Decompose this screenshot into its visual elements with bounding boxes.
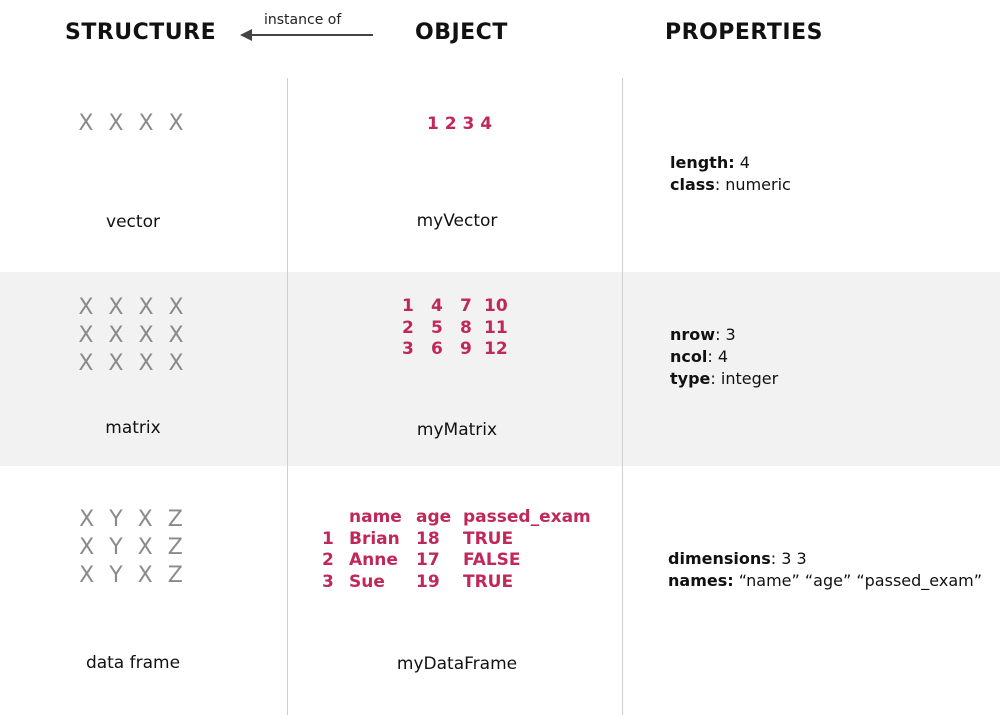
dataframe-cell: 1 xyxy=(322,528,334,549)
property-length xyxy=(670,152,791,174)
dataframe-cell: TRUE xyxy=(463,571,514,592)
object-label-mydataframe: myDataFrame xyxy=(396,654,518,674)
property-value: : 3 3 xyxy=(770,549,807,568)
property-key: type xyxy=(670,369,711,388)
dataframe-cell: Sue xyxy=(349,571,385,592)
property-ncol xyxy=(670,346,778,368)
header-object: OBJECT xyxy=(415,20,508,45)
property-names xyxy=(668,570,982,592)
instance-of-arrow xyxy=(240,10,375,50)
dataframe-cell: TRUE xyxy=(463,528,514,549)
glyph-line: X X X X xyxy=(78,323,188,348)
matrix-cell: 2 xyxy=(402,317,414,338)
matrix-row xyxy=(402,296,508,318)
dataframe-structure-glyphs xyxy=(33,506,233,590)
left-arrow-icon xyxy=(240,26,375,46)
dataframe-cell: 3 xyxy=(322,571,334,592)
matrix-cell: 5 xyxy=(431,317,443,338)
property-value: : numeric xyxy=(714,175,791,194)
matrix-cell: 4 xyxy=(431,296,443,316)
matrix-cell: 1 xyxy=(402,296,414,316)
matrix-values xyxy=(402,296,508,361)
dataframe-column-header: age xyxy=(416,507,452,527)
glyph-line: X X X X xyxy=(78,295,188,320)
dataframe-row xyxy=(322,550,591,572)
matrix-cell: 12 xyxy=(484,339,508,359)
matrix-cell: 11 xyxy=(484,317,508,338)
glyph-line: X Y X Z xyxy=(79,507,187,532)
dataframe-cell: 17 xyxy=(416,550,440,570)
dataframe-properties xyxy=(668,548,982,592)
matrix-properties xyxy=(670,324,778,390)
matrix-row xyxy=(402,318,508,340)
header-structure: STRUCTURE xyxy=(65,20,217,45)
glyph-line: X X X X xyxy=(78,351,188,376)
property-key: ncol xyxy=(670,347,708,366)
row-vector-band xyxy=(0,80,1000,272)
property-key: nrow xyxy=(670,325,716,344)
glyph-line: X X X X xyxy=(78,111,188,136)
dataframe-values xyxy=(322,507,591,593)
structure-label-matrix: matrix xyxy=(105,418,161,438)
matrix-structure-glyphs xyxy=(33,294,233,378)
property-value: “name” “age” “passed_exam” xyxy=(733,571,982,590)
dataframe-index-header xyxy=(322,507,349,529)
column-divider-right xyxy=(622,78,623,715)
dataframe-row xyxy=(322,529,591,551)
property-dimensions xyxy=(668,548,982,570)
matrix-cell: 9 xyxy=(460,339,472,359)
dataframe-column-header: passed_exam xyxy=(463,507,591,527)
property-value: : 3 xyxy=(715,325,736,344)
matrix-cell: 7 xyxy=(460,296,472,316)
dataframe-cell: Anne xyxy=(349,550,398,570)
property-type xyxy=(670,368,778,390)
dataframe-column-header: name xyxy=(349,507,402,527)
dataframe-cell: Brian xyxy=(349,528,400,549)
dataframe-cell: 2 xyxy=(322,550,334,570)
matrix-cell: 6 xyxy=(431,339,443,359)
structure-label-vector: vector xyxy=(106,212,160,232)
structure-label-data-frame: data frame xyxy=(85,653,181,673)
property-nrow xyxy=(670,324,778,346)
property-value: : integer xyxy=(710,369,779,388)
property-key: names: xyxy=(668,571,734,590)
dataframe-cell: FALSE xyxy=(463,550,521,570)
glyph-line: X Y X Z xyxy=(79,563,187,588)
object-label-myvector: myVector xyxy=(416,211,498,231)
property-class xyxy=(670,174,791,196)
dataframe-cell: 18 xyxy=(416,528,440,549)
vector-structure-glyphs xyxy=(33,110,233,138)
matrix-cell: 8 xyxy=(460,317,472,338)
dataframe-header-row xyxy=(322,507,591,529)
property-value: : 4 xyxy=(707,347,729,366)
property-key: class xyxy=(670,175,715,194)
dataframe-cell: 19 xyxy=(416,571,440,592)
vector-properties xyxy=(670,152,791,196)
property-key: dimensions xyxy=(668,549,771,568)
header-properties: PROPERTIES xyxy=(665,20,823,45)
column-divider-left xyxy=(287,78,288,715)
object-label-mymatrix: myMatrix xyxy=(416,420,498,440)
property-value: 4 xyxy=(734,153,750,172)
glyph-line: X Y X Z xyxy=(79,535,187,560)
vector-values: 1 2 3 4 xyxy=(427,114,493,134)
matrix-cell: 10 xyxy=(484,296,508,316)
arrow-label: instance of xyxy=(264,12,342,28)
matrix-cell: 3 xyxy=(402,339,414,359)
dataframe-row xyxy=(322,572,591,594)
property-key: length: xyxy=(670,153,735,172)
matrix-row xyxy=(402,339,508,361)
